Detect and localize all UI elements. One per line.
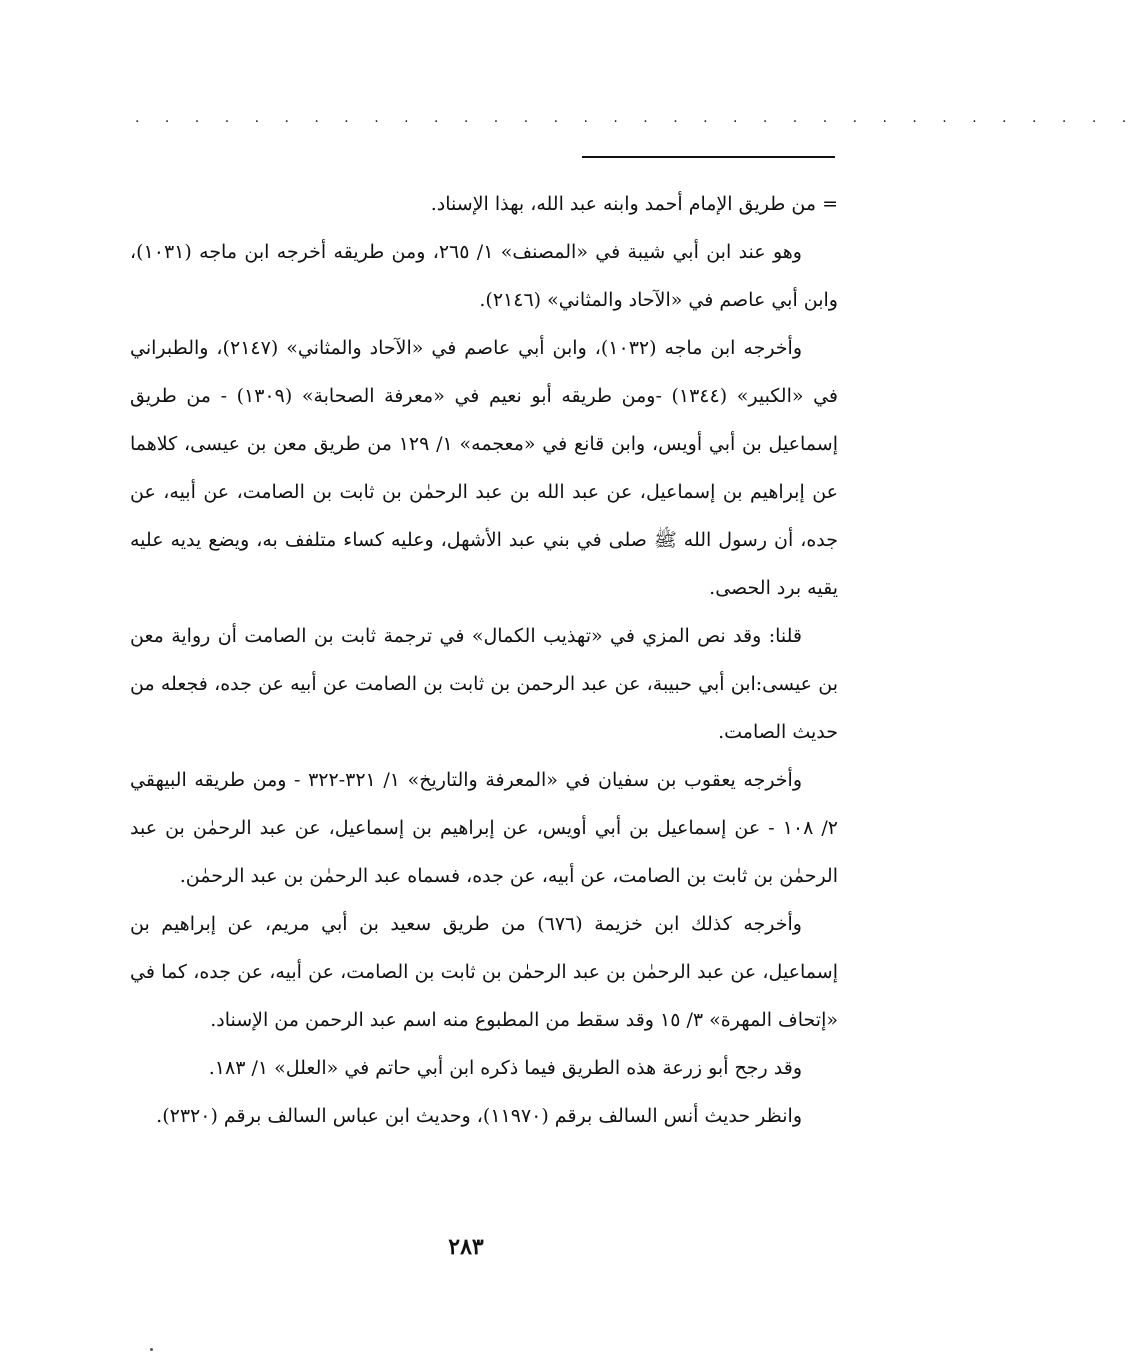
paragraph: وهو عند ابن أبي شيبة في «المصنف» ١/ ٢٦٥، ومن طريقه أخرجه ابن ماجه (١٠٣١)، وابن أبي عاصم في «الآحاد والمثاني» (٢١٤٦). [130, 241, 838, 311]
paragraph: قلنا: وقد نص المزي في «تهذيب الكمال» في ترجمة ثابت بن الصامت أن رواية معن بن عيسى:ابن أبي حبيبة، عن عبد الرحمن بن ثابت بن الصامت عن أبيه عن جده، فجعله من حديث الصامت. [130, 625, 838, 743]
paragraph: وانظر حديث أنس السالف برقم (١١٩٧٠)، وحديث ابن عباس السالف برقم (٢٣٢٠). [156, 1105, 802, 1127]
dotted-separator: . . . . . . . . . . . . . . . . . . . . . . . . . . . . . . . . . . [135, 110, 1137, 126]
paragraph: وأخرجه ابن ماجه (١٠٣٢)، وابن أبي عاصم في «الآحاد والمثاني» (٢١٤٧)، والطبراني في «الكبير» (١٣٤٤) -ومن طريقه أبو نعيم في «معرفة الصحابة» (١٣٠٩) - من طريق إسماعيل بن أبي أويس، وابن قانع في «معجمه» ١/ ١٢٩ من طريق معن بن عيسى، كلاهما عن إبراهيم بن إسماعيل، عن عبد الله بن عبد الرحمٰن بن ثابت بن الصامت، عن أبيه، عن جده، أن رسول الله ﷺ صلى في بني عبد الأشهل، وعليه كساء متلفف به، ويضع يديه عليه يقيه برد الحصى. [130, 337, 838, 599]
paragraph-continuation: = من طريق الإمام أحمد وابنه عبد الله، بهذا الإسناد. [430, 193, 838, 215]
paragraph: وقد رجح أبو زرعة هذه الطريق فيما ذكره ابن أبي حاتم في «العلل» ١/ ١٨٣. [208, 1057, 802, 1079]
paragraph: وأخرجه كذلك ابن خزيمة (٦٧٦) من طريق سعيد بن أبي مريم، عن إبراهيم بن إسماعيل، عن عبد الرحمٰن بن عبد الرحمٰن بن ثابت بن الصامت، عن أبيه، عن جده، كما في «إتحاف المهرة» ٣/ ١٥ وقد سقط من المطبوع منه اسم عبد الرحمن من الإسناد. [130, 913, 838, 1031]
page-number: ٢٨٣ [448, 1234, 484, 1260]
footnote-rule [582, 156, 835, 158]
scan-speck [150, 1348, 153, 1351]
paragraph: وأخرجه يعقوب بن سفيان في «المعرفة والتاريخ» ١/ ٣٢١-٣٢٢ - ومن طريقه البيهقي ٢/ ١٠٨ - عن إسماعيل بن أبي أويس، عن إبراهيم بن إسماعيل، عن عبد الرحمٰن بن عبد الرحمٰن بن ثابت بن الصامت، عن أبيه، عن جده، فسماه عبد الرحمٰن بن عبد الرحمٰن. [130, 769, 838, 887]
footnote-body [130, 180, 838, 1140]
